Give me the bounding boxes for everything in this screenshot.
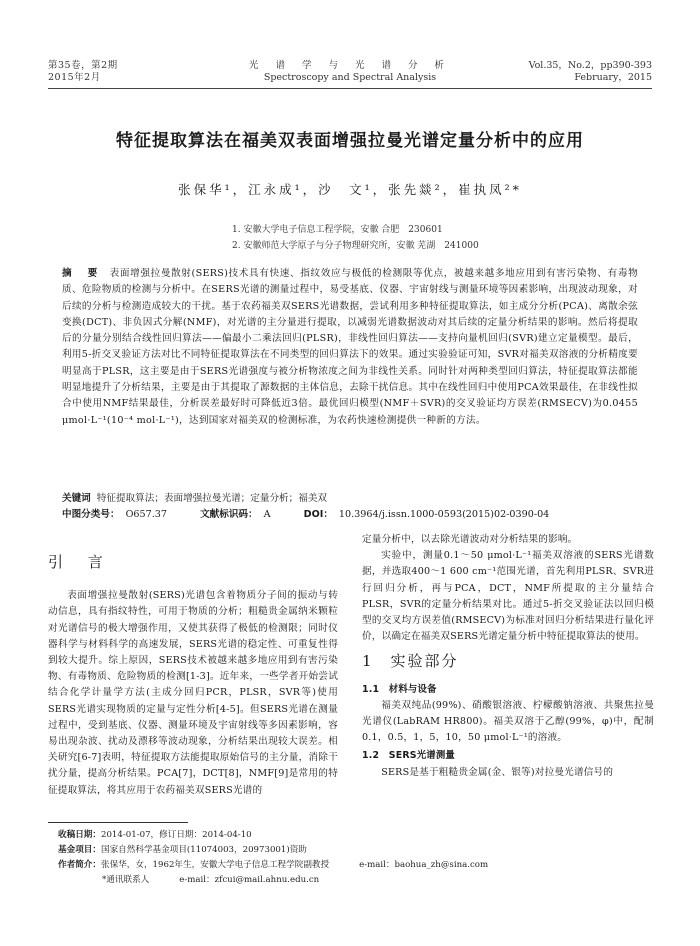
- journal-name-cn: 光 谱 学 与 光 谱 分 析: [248, 60, 452, 71]
- abstract-text: 表面增强拉曼散射(SERS)技术具有快速、指纹效应与极低的检测限等优点，被越来越多地应用到有害污染物、有毒物质、危险物质的检测与分析中。在SERS光谱的测量过程中，易受基底、仪器、宇宙射线与测量环境等因素影响，出现波动现象，对后续的分析与检测造成较大的干扰。基于农药福美双SERS光谱数据，尝试利用多种特征提取算法，如主成分分析(PCA)、离散余弦变换(DCT)、非负因式分解(NMF)，对光谱的主分量进行提取，以减弱光谱数据波动对其后续的定量分析结果的影响。然后将提取后的分量分别结合线性回归算法——偏最小二乘法回归(PLSR)，非线性回归算法——支持向量机回归(SVR)建立定量模型。最后，利用5-折交叉验证方法对比不同特征提取算法在不同类型的回归算法下的效果。通过实验验证可知，SVR对福美双溶液的分析精度要明显高于PLSR，这主要是由于SERS光谱强度与被分析物浓度之间为非线性关系。同时针对两种类型回归算法，特征提取算法都能明显地提升了分析结果，主要是由于其提取了源数据的主体信息，去除干扰信息。其中在线性回归中使用PCA效果最佳，在非线性拟合中使用NMF结果最佳，分析误差最好时可降低近3倍。最优回归模型(NMF＋SVR)的交叉验证均方误差(RMSECV)为0.0455 μmol·L⁻¹(10⁻⁴ mol·L⁻¹)，达到国家对福美双的检测标准，为农药快速检测提供一种新的方法。: [62, 268, 639, 426]
- intro-heading: 引 言: [48, 553, 113, 571]
- volume-cn: 第35卷，第2期: [48, 60, 118, 71]
- footnote-corresponding: [102, 873, 319, 885]
- subsection-1-2-text: SERS是基于粗糙贵金属(金、银等)对拉曼光谱信号的: [381, 766, 614, 778]
- clc-value: O657.37: [125, 509, 167, 520]
- page-header-center: [200, 60, 500, 84]
- corresponding-email: e-mail：zfcui@mail.ahnu.edu.cn: [179, 875, 320, 885]
- subsection-1-1-text: 福美双纯品(99%)、硝酸银溶液、柠檬酸钠溶液、共聚焦拉曼光谱仪(LabRAM HR800)。福美双溶于乙醇(99%，φ)中，配制0.1，0.5，1，5，10，50 μmol·L⁻¹的溶液。: [362, 699, 654, 744]
- abstract-label: 摘 要: [62, 268, 104, 279]
- author-email: e-mail：baohua_zh@sina.com: [359, 860, 489, 870]
- clc-label: 中图分类号：: [62, 509, 120, 520]
- footnote-author: [58, 858, 488, 870]
- date-cn: 2015年2月: [48, 72, 101, 83]
- page-header-right: [529, 60, 652, 84]
- journal-name-en: Spectroscopy and Spectral Analysis: [263, 72, 437, 83]
- keywords-text: 特征提取算法；表面增强拉曼光谱；定量分析；福美双: [96, 493, 328, 504]
- subsection-1-1-heading: 1.1 材料与设备: [362, 683, 437, 695]
- intro-continuation: 定量分析中，以去除光谱波动对分析结果的影响。: [362, 534, 578, 545]
- received-value: 2014-01-07，修订日期：2014-04-10: [100, 830, 252, 840]
- abstract: [62, 266, 638, 429]
- footnote-fund: [58, 843, 307, 855]
- page-header-left: [48, 60, 118, 84]
- received-label: 收稿日期：: [58, 830, 101, 840]
- corresponding-label: *通讯联系人: [102, 875, 150, 885]
- left-column: [48, 546, 338, 799]
- paper-title: 特征提取算法在福美双表面增强拉曼光谱定量分析中的应用: [116, 131, 584, 151]
- right-column: [362, 532, 654, 781]
- keywords: [62, 490, 327, 504]
- subsection-1-2-heading: 1.2 SERS光谱测量: [362, 750, 456, 762]
- intro-paragraph: 表面增强拉曼散射(SERS)光谱包含着物质分子间的振动与转动信息，具有指纹特性，可用于物质的分析；粗糙贵金属纳米颗粒对光谱信号的极大增强作用，又使其获得了极低的检测限；同时仪器科学与材料科学的高速发展，SERS光谱的稳定性、可重复性得到较大提升。综上原因，SERS技术被越来越多地应用到有害污染物、有毒物质、危险物质的检测[1-3]。近年来，一些学者开始尝试结合化学计量学方法(主成分回归PCR，PLSR，SVR等)使用SERS光谱实现物质的定量与定性分析[4-5]。但SERS光谱在测量过程中，受到基底、仪器、测量环境及宇宙射线等多因素影响，容易出现杂波、扰动及漂移等波动现象，分析结果出现较大误差。相关研究[6-7]表明，特征提取方法能提取原始信号的主分量，消除干扰分量，提高分析结果。PCA[7]，DCT[8]，NMF[9]是常用的特征提取算法，将其应用于农药福美双SERS光谱的: [48, 590, 338, 796]
- header-divider: [48, 88, 652, 89]
- keywords-label: 关键词: [62, 493, 91, 504]
- date-en: February，2015: [574, 72, 652, 83]
- affiliation-1: 1. 安徽大学电子信息工程学院，安徽 合肥 230601: [232, 225, 443, 235]
- footnote-received: [58, 828, 252, 840]
- affiliation-2: 2. 安徽师范大学原子与分子物理研究所，安徽 芜湖 241000: [232, 241, 479, 251]
- doi-label: DOI：: [303, 509, 333, 520]
- section-1-heading: 1 实验部分: [362, 652, 459, 671]
- author-value: 张保华，女，1962年生，安徽大学电子信息工程学院副教授: [100, 860, 330, 870]
- footnote-divider: [48, 822, 188, 823]
- fund-label: 基金项目：: [58, 845, 101, 855]
- article-identifiers: [62, 506, 642, 520]
- experiment-paragraph: 实验中，测量0.1～50 μmol·L⁻¹福美双溶液的SERS光谱数据，并选取400～1 600 cm⁻¹范围光谱，首先利用PLSR、SVR进行回归分析，再与PCA，DCT，NMF所提取的主分量结合PLSR，SVR的定量分析结果对比。通过5-折交叉验证法以回归模型的交叉均方误差值(RMSECV)为标准对回归分析结果进行量化评价，以确定在福美双SERS光谱定量分析中特征提取算法的使用。: [362, 550, 654, 643]
- doc-code-label: 文献标识码：: [200, 509, 258, 520]
- author-label: 作者简介：: [58, 860, 101, 870]
- doi-value: 10.3964/j.issn.1000-0593(2015)02-0390-04: [338, 509, 550, 520]
- volume-en: Vol.35，No.2，pp390-393: [528, 60, 652, 71]
- doc-code-value: A: [263, 509, 271, 520]
- author-list: 张保华¹，江永成¹，沙 文¹，张先燚²，崔执凤²*: [178, 182, 522, 197]
- fund-value: 国家自然科学基金项目(11074003，20973001)资助: [100, 845, 307, 855]
